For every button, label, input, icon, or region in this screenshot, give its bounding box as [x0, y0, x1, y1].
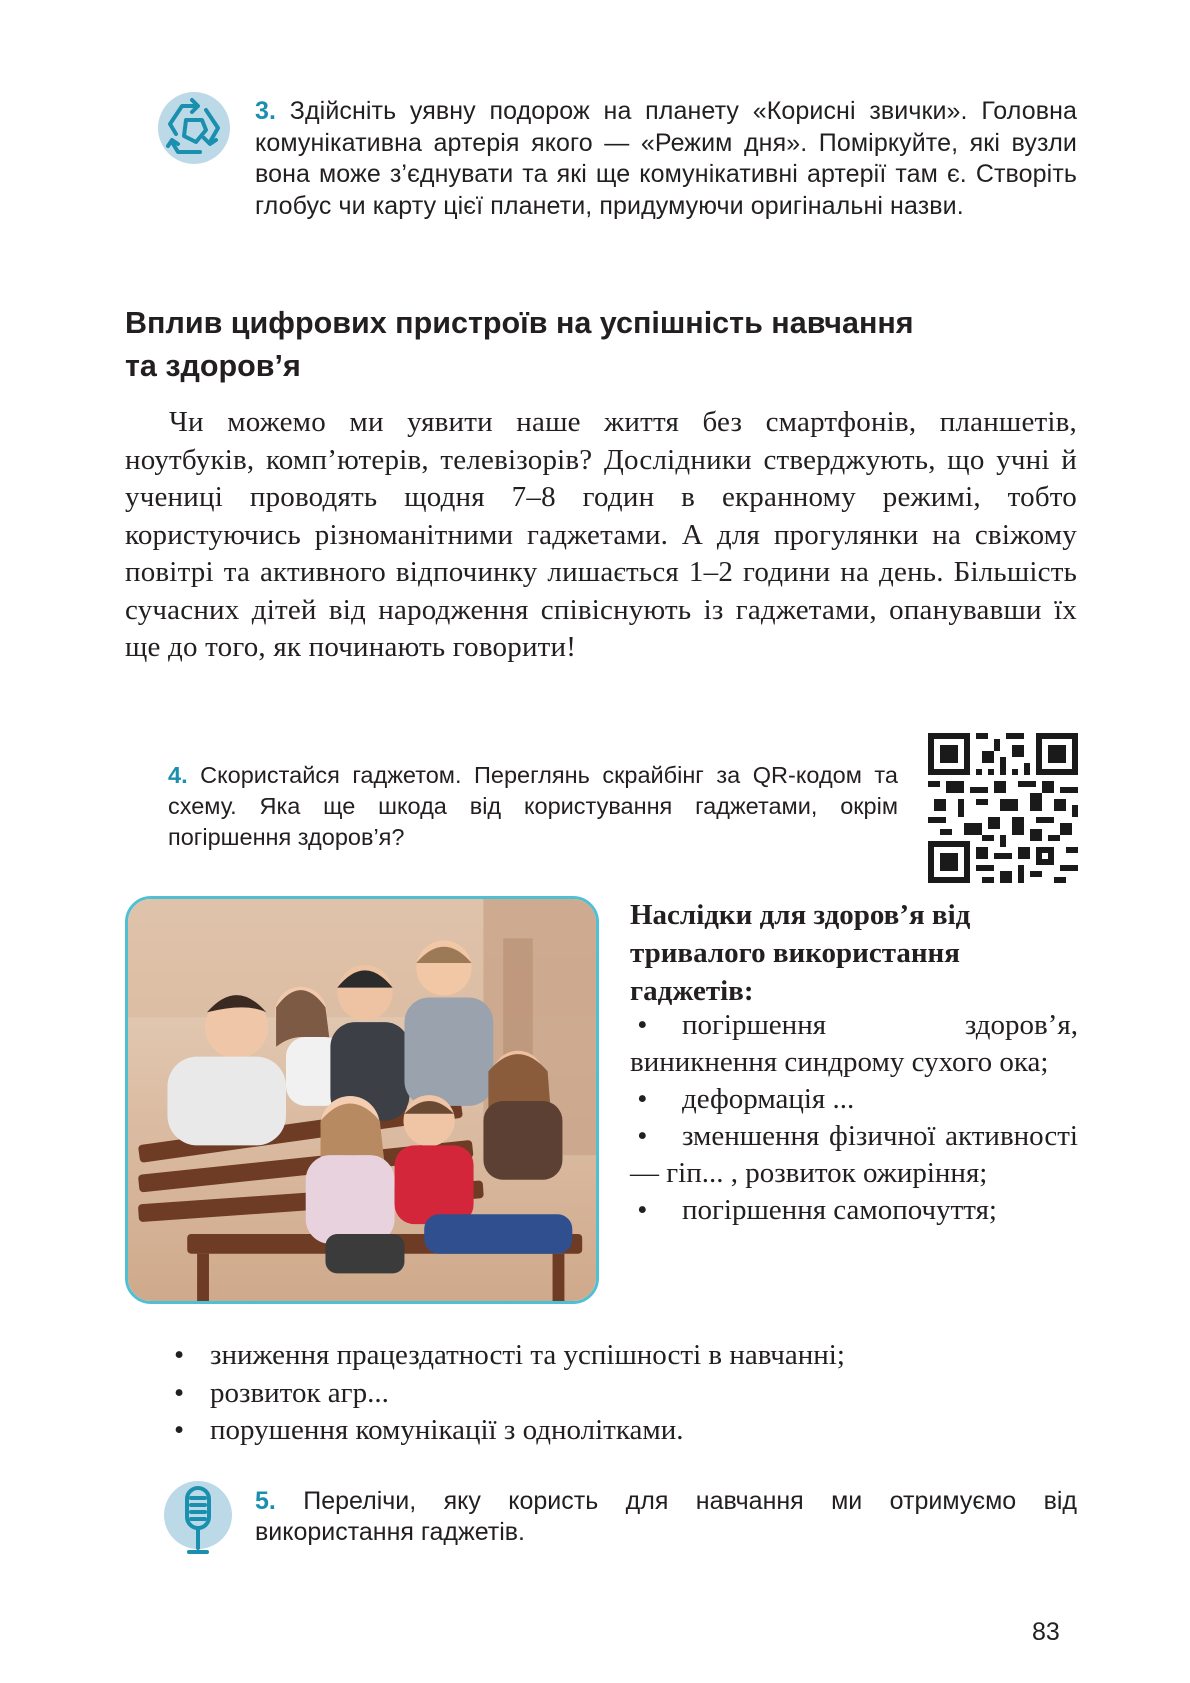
consequences-list [630, 1007, 1078, 1229]
section-heading-line-2: та здоров’я [125, 349, 301, 383]
recycle-arrows-icon [156, 90, 232, 166]
list-item: • погіршення самопочуття; [630, 1194, 997, 1226]
list-item: • зниження працездатності та успішності в навчанні; [170, 1337, 1080, 1375]
task-5 [255, 1486, 1077, 1548]
task-5-number: 5. [255, 1487, 276, 1515]
list-item: • розвиток агр... [170, 1375, 1080, 1413]
task-3 [255, 96, 1077, 222]
task-5-text: Перелічи, яку користь для навчання ми отримуємо від використання гаджетів. [255, 1487, 1078, 1546]
consequences-list-continued [170, 1337, 1080, 1450]
list-item: • порушення комунікації з однолітками. [170, 1412, 1080, 1450]
task-4 [168, 760, 898, 853]
list-item: • погіршення здоров’я, виникнення синдрому сухого ока; [630, 1009, 1078, 1078]
page-number: 83 [1032, 1618, 1060, 1646]
children-with-smartphones-photo [125, 896, 599, 1304]
list-item: • деформація ... [630, 1083, 855, 1115]
qr-code-icon[interactable] [928, 733, 1078, 883]
task-4-number: 4. [168, 762, 188, 788]
task-3-number: 3. [255, 97, 277, 125]
microphone-icon [163, 1480, 233, 1558]
task-3-text: Здійсніть уявну подорож на планету «Корисні звички». Головна комунікативна артерія якого — «Режим дня». Поміркуйте, які вузли вона може з’єднувати та які ще комунікативні артерії там є. Створіть глобус чи карту цієї планети, придумуючи оригінальні назви. [255, 97, 1078, 220]
section-heading [125, 302, 1025, 388]
task-4-text: Скористайся гаджетом. Переглянь скрайбінг за QR-кодом та схему. Яка ще шкода від користування гаджетами, окрім погіршення здоров’я? [168, 762, 898, 850]
consequences-title: Наслідки для здоров’я від тривалого використання гаджетів: [630, 899, 971, 1007]
intro-paragraph: Чи можемо ми уявити наше життя без смартфонів, планшетів, ноутбуків, комп’ютерів, телевізорів? Дослідники стверджують, що учні й учениці проводять щодня 7–8 годин в екранному режимі, тобто користуючись різноманітними гаджетами. А для прогулянки на свіжому повітрі та активного відпочинку лишається 1–2 години на день. Більшість сучасних дітей від народження співіснують із гаджетами, опанувавши їх ще до того, як починають говорити! [125, 406, 1077, 663]
section-heading-line-1: Вплив цифрових пристроїв на успішність навчання [125, 306, 914, 340]
list-item: • зменшення фізичної активності — гіп... , розвиток ожиріння; [630, 1120, 1078, 1189]
